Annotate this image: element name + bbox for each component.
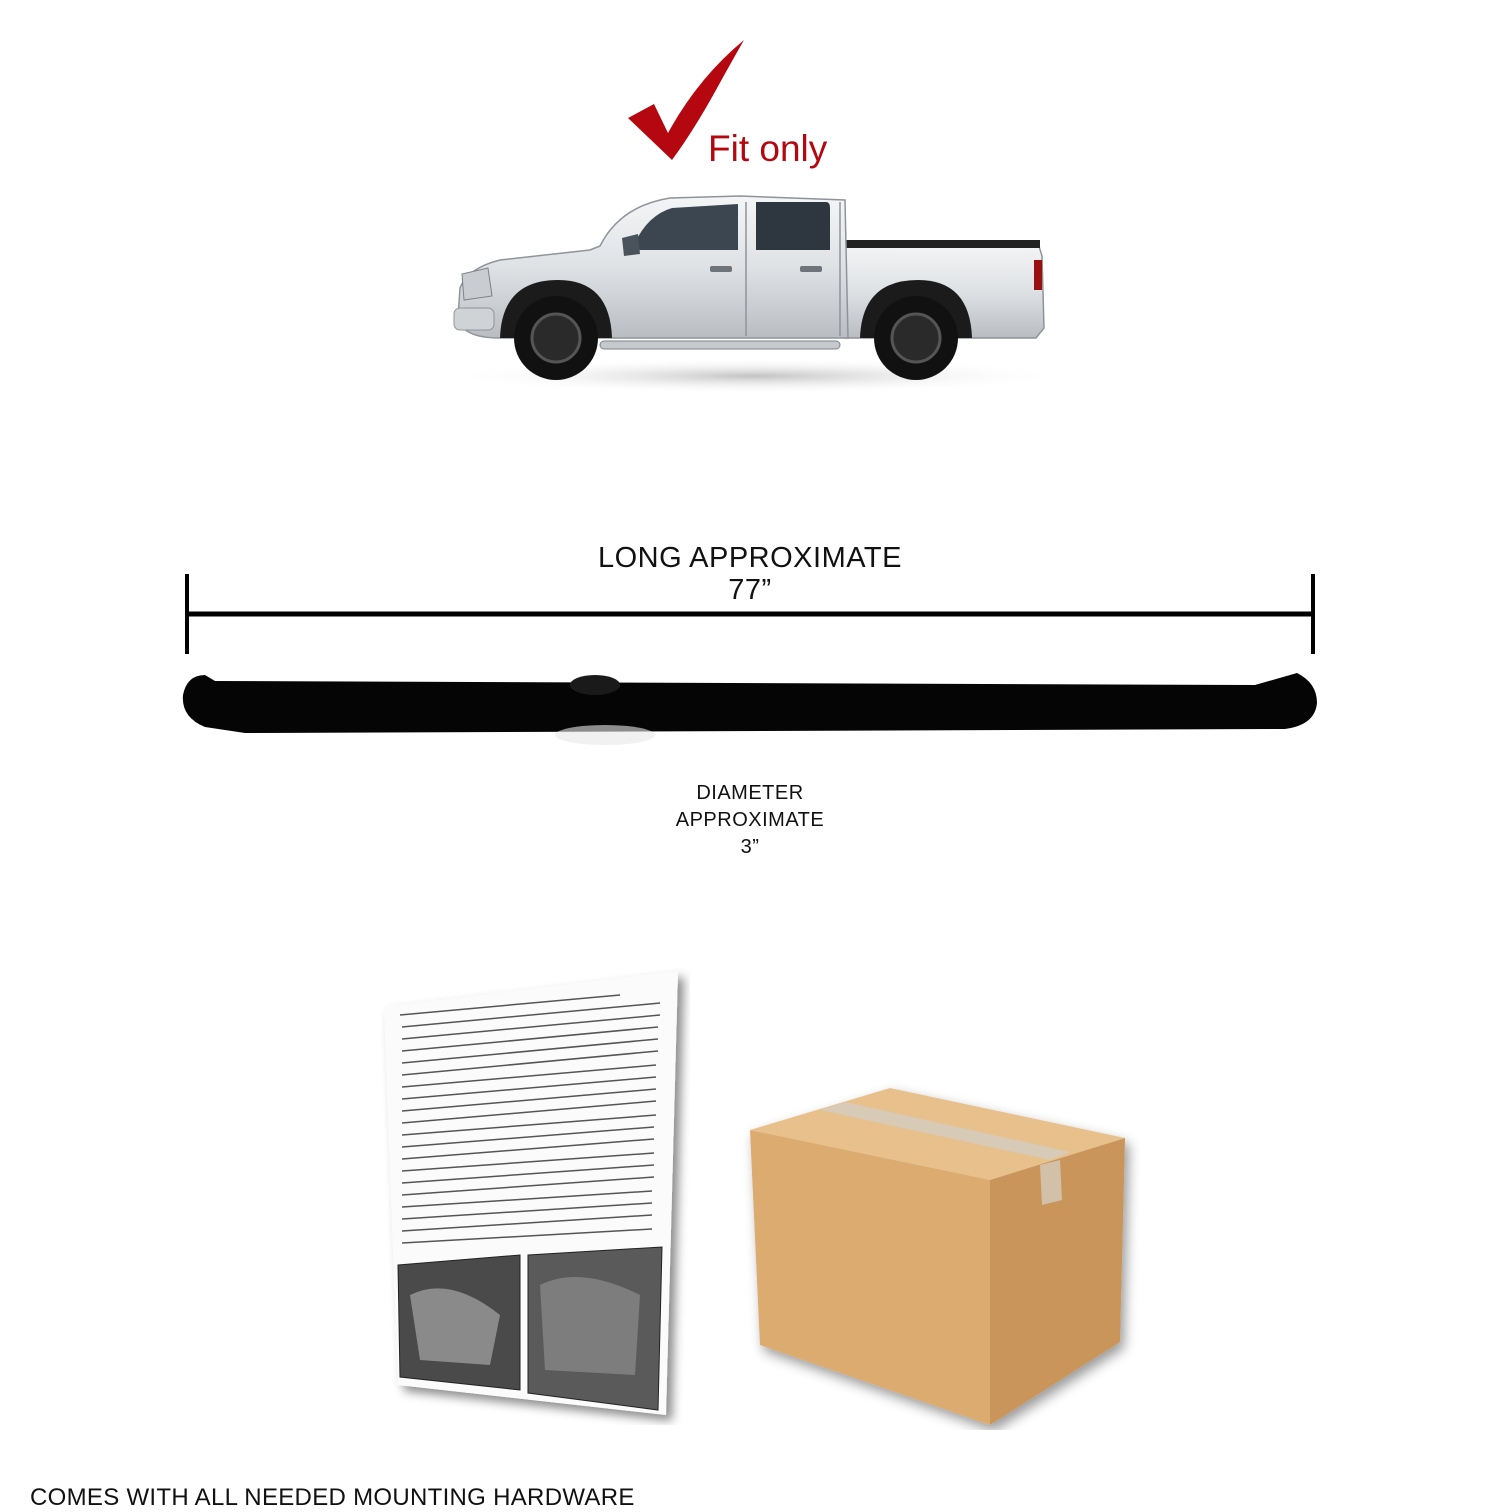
length-title: LONG APPROXIMATE: [598, 542, 902, 574]
instruction-sheet-image: [380, 965, 690, 1425]
diameter-line2: APPROXIMATE: [675, 809, 825, 831]
length-dimension-line: [175, 570, 1325, 660]
length-value: 77”: [728, 574, 772, 606]
pickup-truck-image: [440, 188, 1070, 403]
diameter-value: 3”: [740, 836, 760, 858]
footer-note: COMES WITH ALL NEEDED MOUNTING HARDWARE: [30, 1484, 635, 1511]
diameter-label: [600, 780, 900, 861]
fit-only-label: Fit only: [708, 128, 828, 169]
side-step-bar-image: [175, 655, 1325, 765]
diameter-line1: DIAMETER: [696, 782, 804, 804]
cardboard-box-image: [740, 1080, 1140, 1430]
